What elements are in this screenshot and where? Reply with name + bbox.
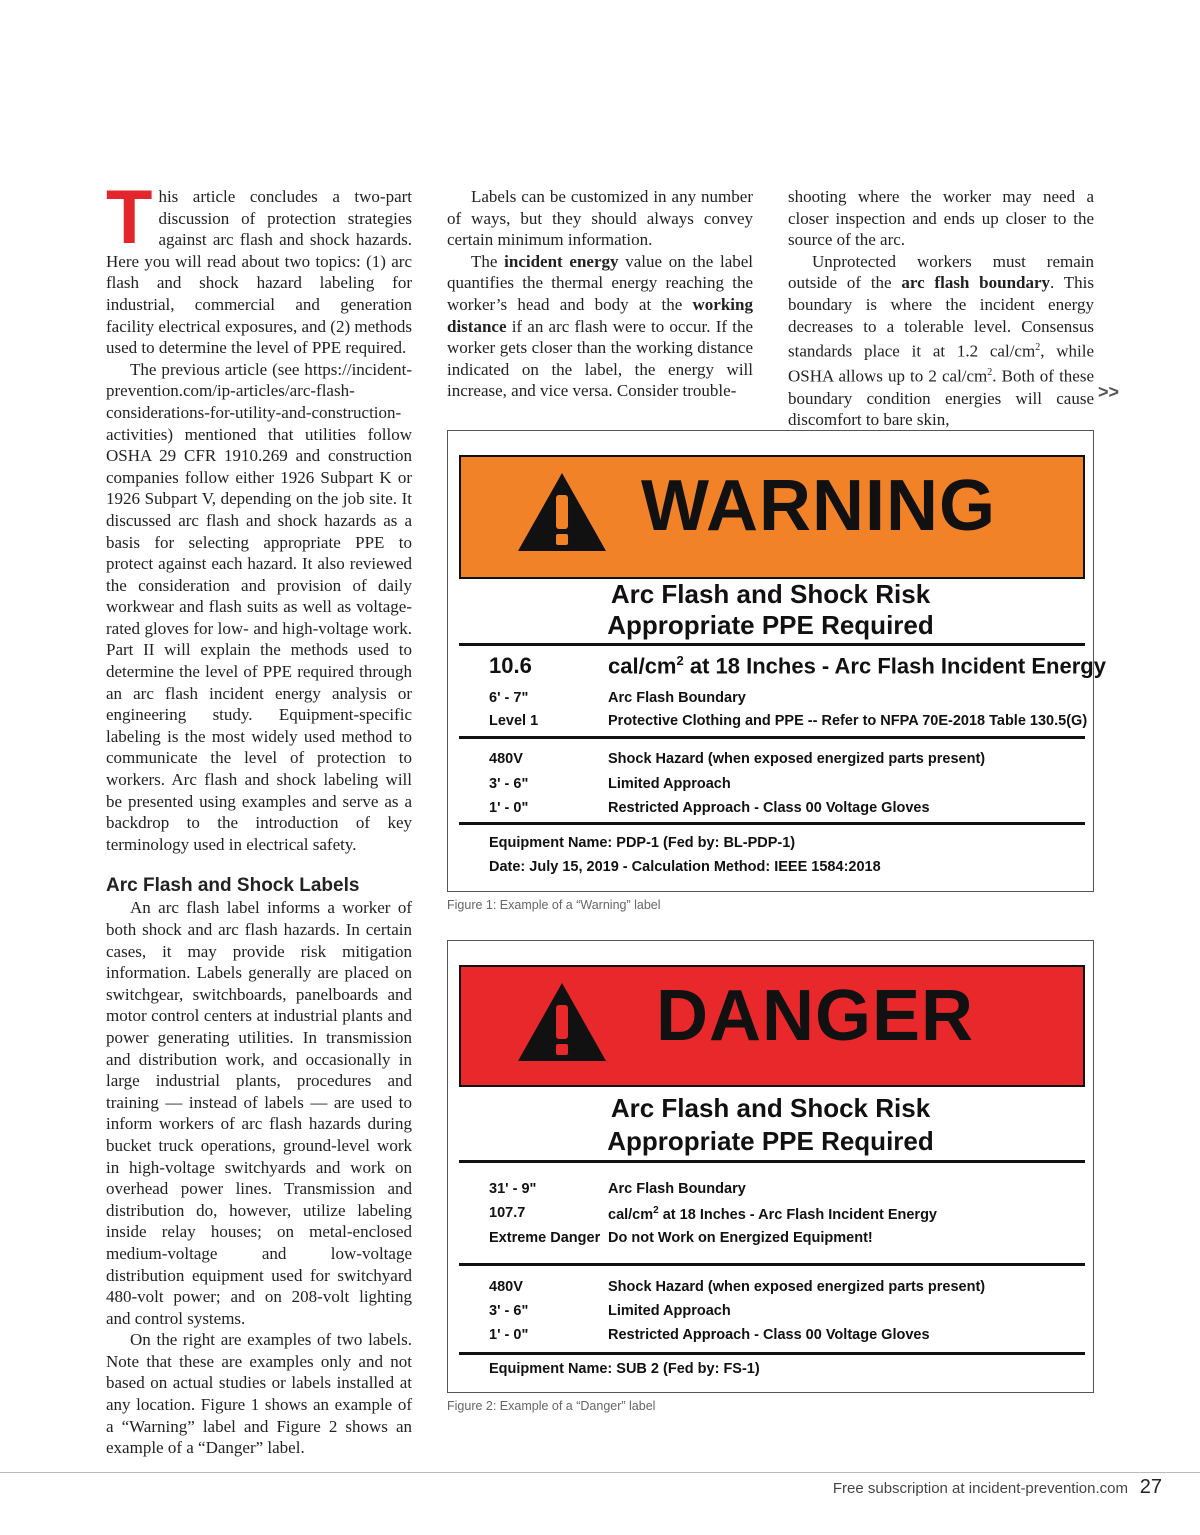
voltage-value: 480V xyxy=(489,751,523,767)
restricted-approach-desc: Restricted Approach - Class 00 Voltage Gloves xyxy=(608,800,930,816)
limited-approach-desc: Limited Approach xyxy=(608,776,731,792)
ppe-title: Appropriate PPE Required xyxy=(607,610,934,640)
column-2 xyxy=(447,186,753,402)
footer xyxy=(833,1480,1128,1497)
divider xyxy=(459,1263,1085,1266)
customization-paragraph: Labels can be customized in any number of ways, but they should always convey certain minimum information. xyxy=(447,187,753,250)
examples-paragraph: On the right are examples of two labels. Note that these are examples only and not based on actual studies or labels installed at any location. Figure 1 shows an example of a “Warning” label and Figure 2 shows an example of a “Danger” label. xyxy=(106,1330,412,1458)
drop-cap: T xyxy=(106,175,153,260)
page-number-wrap xyxy=(1134,1476,1162,1499)
restricted-approach-value: 1' - 0" xyxy=(489,800,529,816)
divider xyxy=(459,1352,1085,1355)
incident-energy-paragraph: The incident energy value on the label quantifies the thermal energy reaching the worker’s head and body at the working distance if an arc flash were to occur. If the worker gets closer than the working distance indicated on the label, the energy will increase, and vice versa. Consider trouble- xyxy=(447,251,754,401)
warning-word: WARNING xyxy=(641,466,996,546)
ppe-level-value: Level 1 xyxy=(489,713,539,729)
boundary-desc: Arc Flash Boundary xyxy=(608,690,746,706)
troubleshooting-paragraph: shooting where the worker may need a closer inspection and ends up closer to the source of the arc. xyxy=(788,187,1094,250)
boundary-value: 31' - 9" xyxy=(489,1181,537,1197)
labels-paragraph: An arc flash label informs a worker of both shock and arc flash hazards. In certain cases, it may provide risk mitigation information. Labels generally are placed on switchgear, switchboards, panelboards and motor control centers at industrial plants and power generating utilities. In transmission and distribution work, and occasionally in large industrial plants, procedures and training — instead of labels — are used to inform workers of arc flash hazards during bucket truck operations, ground-level work in high-voltage switchyards and work on overhead power lines. Transmission and distribution do, however, utilize labeling inside relay houses; on metal-enclosed medium-voltage and low-voltage distribution equipment used for switchyard 480-volt power; and on 208-volt lighting and control systems. xyxy=(106,898,412,1328)
equipment-name: Equipment Name: PDP-1 (Fed by: BL-PDP-1) xyxy=(489,835,796,851)
previous-article-paragraph: The previous article (see https://incident-prevention.com/ip-articles/arc-flash-considerations-for-utility-and-construction-activities) mentioned that utilities follow OSHA 29 CFR 1910.269 and construction companies follow either 1926 Subpart K or 1926 Subpart V, depending on the job site. It discussed arc flash and shock hazards as a basis for selecting appropriate PPE to protect against each hazard. It also reviewed the consideration and provision of daily workwear and flash suits as well as voltage-rated gloves for low- and high-voltage work. Part II will explain the methods used to determine the level of PPE required through an arc flash incident energy analysis or engineering study. Equipment-specific labeling is the most widely used method to communicate the level of protection to workers. Arc flash and shock labeling will be presented using examples and serve as a backdrop to the introduction of key terminology used in electrical safety. xyxy=(106,359,412,854)
incident-energy-desc: cal/$cm^2$ at 18 Inches - Arc Flash Incident Energy xyxy=(608,653,1106,679)
extreme-danger-desc: Do not Work on Energized Equipment! xyxy=(608,1230,873,1246)
restricted-approach-value: 1' - 0" xyxy=(489,1327,529,1343)
incident-energy-desc: cal/$cm^2$ at 18 Inches - Arc Flash Incident Energy xyxy=(608,1205,937,1223)
divider xyxy=(459,736,1085,739)
term-arc-flash-boundary: arc flash boundary xyxy=(901,273,1051,293)
divider xyxy=(459,822,1085,825)
continue-arrows-icon: >> xyxy=(1098,382,1120,402)
ppe-level-desc: Protective Clothing and PPE -- Refer to NFPA 70E-2018 Table 130.5(G) xyxy=(608,713,1088,729)
limited-approach-value: 3' - 6" xyxy=(489,776,529,792)
risk-title: Arc Flash and Shock Risk xyxy=(610,579,931,609)
equipment-name: Equipment Name: SUB 2 (Fed by: FS-1) xyxy=(489,1361,760,1377)
restricted-approach-desc: Restricted Approach - Class 00 Voltage Gloves xyxy=(608,1327,930,1343)
voltage-desc: Shock Hazard (when exposed energized parts present) xyxy=(608,1279,986,1295)
term-working-distance: working distance xyxy=(447,294,753,336)
boundary-desc: Arc Flash Boundary xyxy=(608,1181,746,1197)
risk-title: Arc Flash and Shock Risk xyxy=(610,1093,931,1123)
ppe-title: Appropriate PPE Required xyxy=(607,1126,934,1156)
warning-banner xyxy=(459,455,1085,579)
term-incident-energy: incident energy xyxy=(504,251,619,271)
limited-approach-value: 3' - 6" xyxy=(489,1303,529,1319)
danger-label-figure xyxy=(447,940,1094,1393)
figure-2-caption: Figure 2: Example of a “Danger” label xyxy=(447,1399,656,1413)
figure-1-caption: Figure 1: Example of a “Warning” label xyxy=(447,898,661,912)
boundary-value: 6' - 7" xyxy=(489,690,529,706)
danger-word: DANGER xyxy=(656,976,975,1056)
incident-energy-value: 10.6 xyxy=(489,653,532,678)
footer-divider xyxy=(0,1472,1200,1473)
subscription-link[interactable]: Free subscription at incident-prevention.com xyxy=(832,1480,1128,1497)
warning-label-figure xyxy=(447,430,1106,892)
calculation-date: Date: July 15, 2019 - Calculation Method: IEEE 1584:2018 xyxy=(489,859,881,875)
divider xyxy=(459,1160,1085,1163)
voltage-value: 480V xyxy=(489,1279,523,1295)
intro-paragraph: his article concludes a two-part discussion of protection strategies against arc flash and shock hazards. Here you will read about two topics: (1) arc flash and shock hazard labeling for industrial, commercial and generation facility electrical exposures, and (2) methods used to determine the level of PPE required. xyxy=(106,187,412,358)
page-number: 27 xyxy=(1139,1476,1162,1498)
danger-banner xyxy=(459,965,1085,1087)
warning-triangle-icon xyxy=(516,471,608,553)
column-1 xyxy=(106,175,412,1459)
danger-triangle-icon xyxy=(516,981,608,1063)
extreme-danger-value: Extreme Danger xyxy=(489,1230,601,1246)
limited-approach-desc: Limited Approach xyxy=(608,1303,731,1319)
incident-energy-value: 107.7 xyxy=(489,1205,526,1221)
arc-flash-boundary-paragraph: Unprotected workers must remain outside of the arc flash boundary. This boundary is where the incident energy decreases to a tolerable level. Consensus standards place it at 1.2 cal/$cm^2$, while OSHA allows up to 2 cal/$cm^2$. Both of these boundary condition energies will cause discomfort to bare skin, xyxy=(788,251,1094,430)
divider xyxy=(459,643,1085,646)
voltage-desc: Shock Hazard (when exposed energized parts present) xyxy=(608,751,986,767)
column-3 xyxy=(788,186,1094,431)
section-heading: Arc Flash and Shock Labels xyxy=(106,875,360,897)
